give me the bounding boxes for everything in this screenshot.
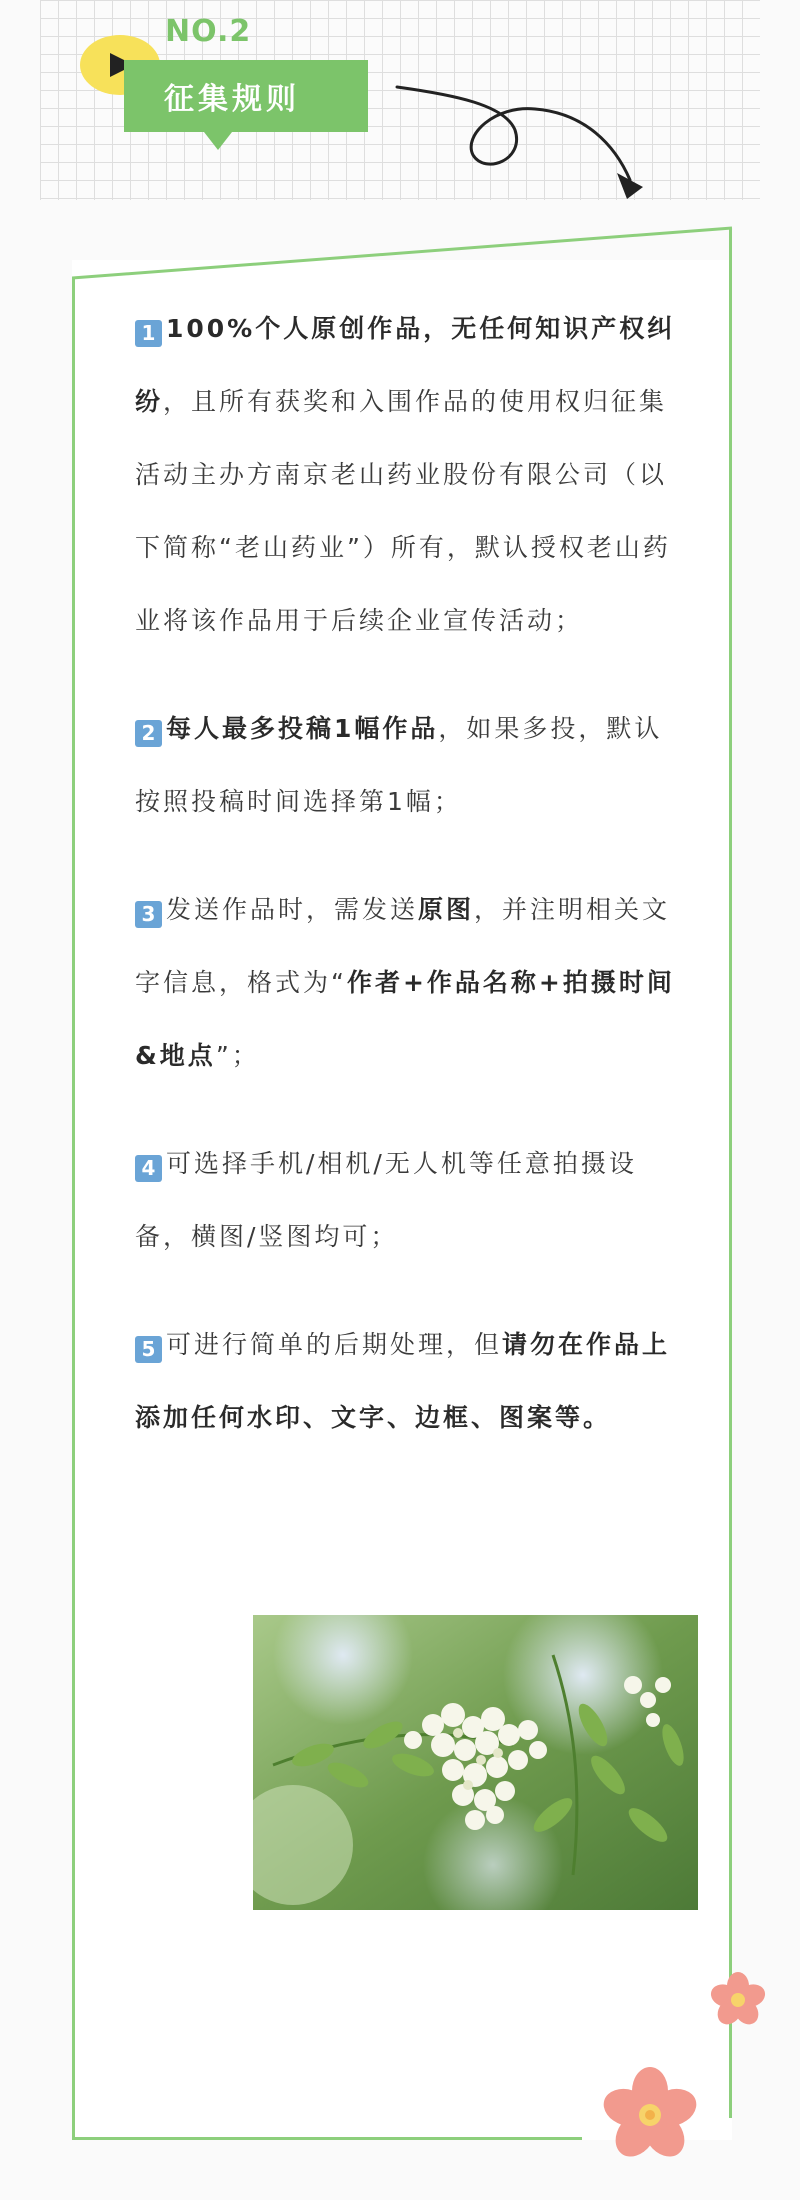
rule-item xyxy=(135,1308,680,1454)
rule-text: 可进行简单的后期处理，但 xyxy=(166,1330,503,1359)
rule-item xyxy=(135,292,680,657)
curly-arrow-icon xyxy=(395,75,645,205)
rule-item xyxy=(135,692,680,838)
rule-text-bold: 每人最多投稿1幅作品 xyxy=(166,714,439,743)
rule-number-badge: 4 xyxy=(135,1155,162,1182)
rule-text: 发送作品时，需发送 xyxy=(166,895,419,924)
rule-number-badge: 2 xyxy=(135,720,162,747)
rule-number-badge: 1 xyxy=(135,320,162,347)
rule-number-badge: 3 xyxy=(135,901,162,928)
rule-item xyxy=(135,1127,680,1273)
flower-photo xyxy=(253,1615,698,1910)
frame-bottom-line xyxy=(72,2137,582,2140)
rules-list xyxy=(135,292,680,1489)
rule-text: ，如果多投，默认按照投稿时间选择第1幅； xyxy=(135,714,663,816)
title-banner xyxy=(124,60,368,132)
rule-number-badge: 5 xyxy=(135,1336,162,1363)
rule-item xyxy=(135,873,680,1092)
rule-text: ，并注明相关文字信息，格式为“ xyxy=(135,895,671,997)
section-title: 征集规则 xyxy=(164,82,300,117)
frame-right-line xyxy=(729,228,732,2118)
frame-left-line xyxy=(72,278,75,2140)
rule-text-bold: 100%个人原创作品，无任何知识产权纠纷 xyxy=(135,314,676,416)
section-number: NO.2 xyxy=(165,14,252,49)
rule-text: 可选择手机/相机/无人机等任意拍摄设备，横图/竖图均可； xyxy=(135,1149,637,1251)
flower-icon xyxy=(600,2065,700,2165)
rule-text-bold: 原图 xyxy=(418,895,475,924)
rule-text: ”； xyxy=(215,1041,260,1070)
rule-text-bold: 请勿在作品上添加任何水印、文字、边框、图案等。 xyxy=(135,1330,671,1432)
frame-top-line xyxy=(72,226,734,282)
rule-text-bold: 作者+作品名称+拍摄时间&地点 xyxy=(135,968,675,1070)
flower-icon xyxy=(708,1970,768,2030)
rule-text: ，且所有获奖和入围作品的使用权归征集活动主办方南京老山药业股份有限公司（以下简称“老山药业”）所有，默认授权老山药业将该作品用于后续企业宣传活动； xyxy=(135,387,671,635)
